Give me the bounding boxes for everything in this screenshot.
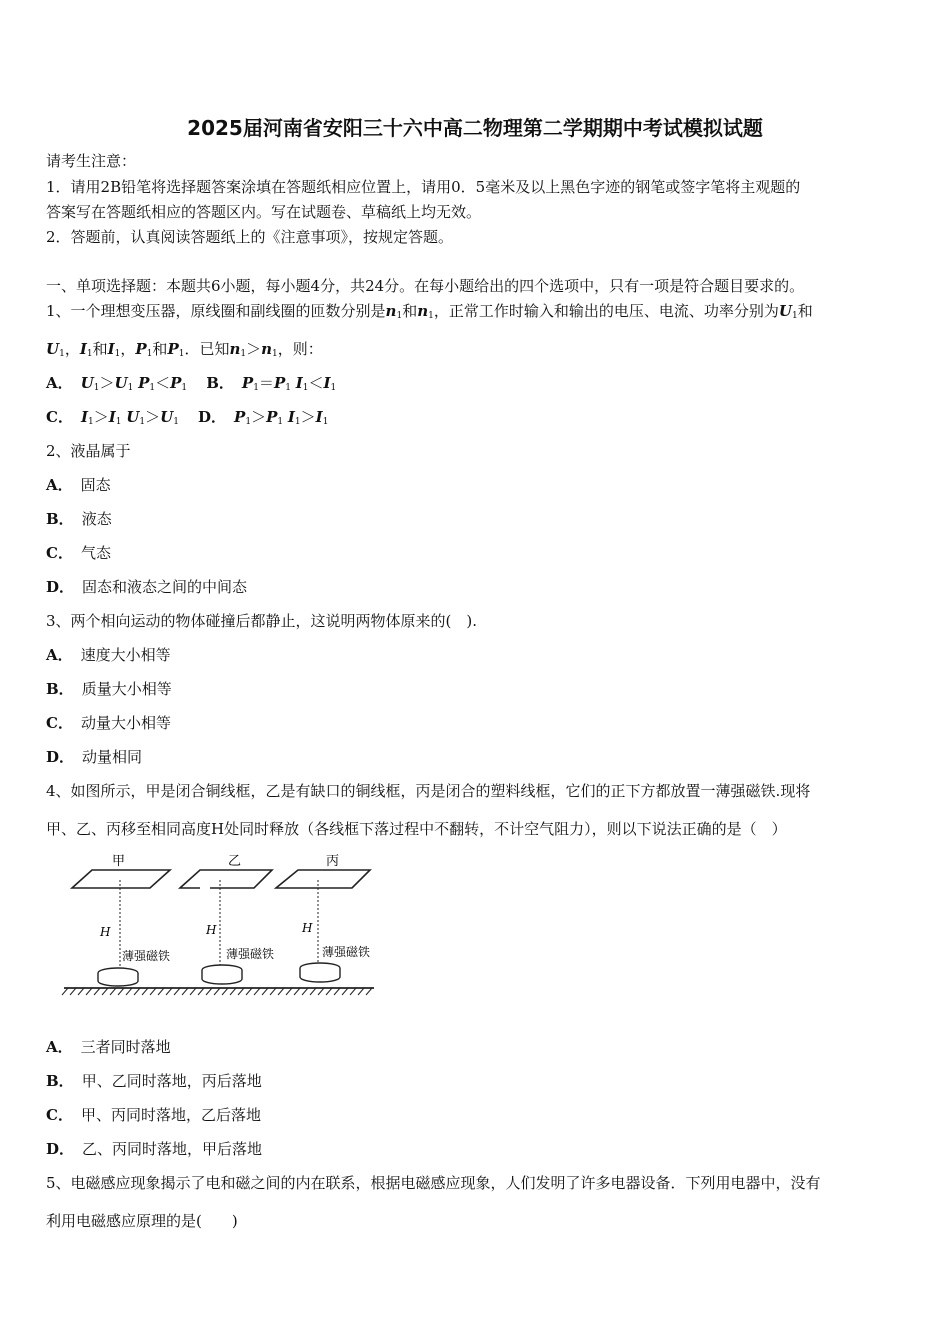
q4-stem-line1: 4、如图所示，甲是闭合铜线框，乙是有缺口的铜线框，丙是闭合的塑料线框，它们的正下方都放置一薄强磁铁.现将 (46, 782, 811, 800)
magnet-label-yi: 薄强磁铁 (226, 947, 275, 961)
notice-line-1a: 1．请用2B铅笔将选择题答案涂填在答题纸相应位置上，请用0．5毫米及以上黑色字迹的钢笔或签字笔将主观题的 (46, 178, 801, 196)
notice-line-2: 2．答题前，认真阅读答题纸上的《注意事项》，按规定答题。 (46, 228, 454, 246)
q4-option-c: C． 甲、丙同时落地，乙后落地 (46, 1106, 261, 1124)
q2-option-a: A． 固态 (46, 476, 111, 494)
notice-line-1b: 答案写在答题纸相应的答题区内。写在试题卷、草稿纸上均无效。 (46, 203, 482, 221)
q2-option-c: C． 气态 (46, 544, 111, 562)
q2-option-b: B． 液态 (46, 510, 112, 528)
page-title: 2025届河南省安阳三十六中高二物理第二学期期中考试模拟试题 (187, 116, 763, 140)
q2-stem: 2、液晶属于 (46, 442, 131, 460)
q4-figure (60, 848, 390, 1003)
label-jia: 甲 (112, 854, 126, 869)
q5-stem-line1: 5、电磁感应现象揭示了电和磁之间的内在联系，根据电磁感应现象，人们发明了许多电器设备．下列用电器中，没有 (46, 1174, 821, 1192)
q1-stem-line2: $U_1$，$I_1$和$I_1$，$P_1$和$P_1$．已知$n_1>n_1$，则： (46, 340, 323, 359)
section-heading: 一、单项选择题：本题共6小题，每小题4分，共24分。在每小题给出的四个选项中，只有一项是符合题目要求的。 (46, 277, 805, 295)
q3-option-d: D． 动量相同 (46, 748, 143, 766)
frame-yi (180, 870, 272, 888)
q3-option-c: C． 动量大小相等 (46, 714, 171, 732)
label-yi: 乙 (228, 854, 242, 869)
magnet-label-bing: 薄强磁铁 (322, 945, 371, 959)
q3-stem: 3、两个相向运动的物体碰撞后都静止，这说明两物体原来的( ). (46, 612, 478, 630)
q4-option-a: A． 三者同时落地 (46, 1038, 171, 1056)
height-label-bing: H (302, 921, 313, 935)
q3-option-a: A． 速度大小相等 (46, 646, 171, 664)
q4-option-d: D． 乙、丙同时落地，甲后落地 (46, 1140, 263, 1158)
notice-heading: 请考生注意： (46, 152, 137, 170)
q2-option-d: D． 固态和液态之间的中间态 (46, 578, 248, 596)
height-label-yi: H (206, 923, 217, 937)
q1-options-cd: C． $I_1>I_1$ $U_1>U_1$ D． $P_1>P_1$ $I_1>I_1$ (46, 408, 329, 427)
height-label-jia: H (100, 925, 111, 939)
q4-option-b: B． 甲、乙同时落地，丙后落地 (46, 1072, 262, 1090)
magnet-label-jia: 薄强磁铁 (122, 949, 171, 963)
q3-option-b: B． 质量大小相等 (46, 680, 172, 698)
q4-stem-line2: 甲、乙、丙移至相同高度H处同时释放（各线框下落过程中不翻转，不计空气阻力），则以下说法正确的是（ ） (46, 820, 787, 838)
frame-bing (276, 870, 370, 888)
label-bing: 丙 (326, 854, 340, 869)
q1-stem-line1: 1、一个理想变压器，原线圈和副线圈的匝数分别是$n_1$和$n_1$，正常工作时输入和输出的电压、电流、功率分别为$U_1$和 (46, 302, 813, 321)
q1-options-ab: A． $U_1>U_1$ $P_1<P_1$ B． $P_1=P_1$ $I_1<I_1$ (46, 374, 337, 393)
frame-jia (72, 870, 170, 888)
ground-hatching (62, 988, 372, 995)
q5-stem-line2: 利用电磁感应原理的是( ) (46, 1212, 238, 1230)
